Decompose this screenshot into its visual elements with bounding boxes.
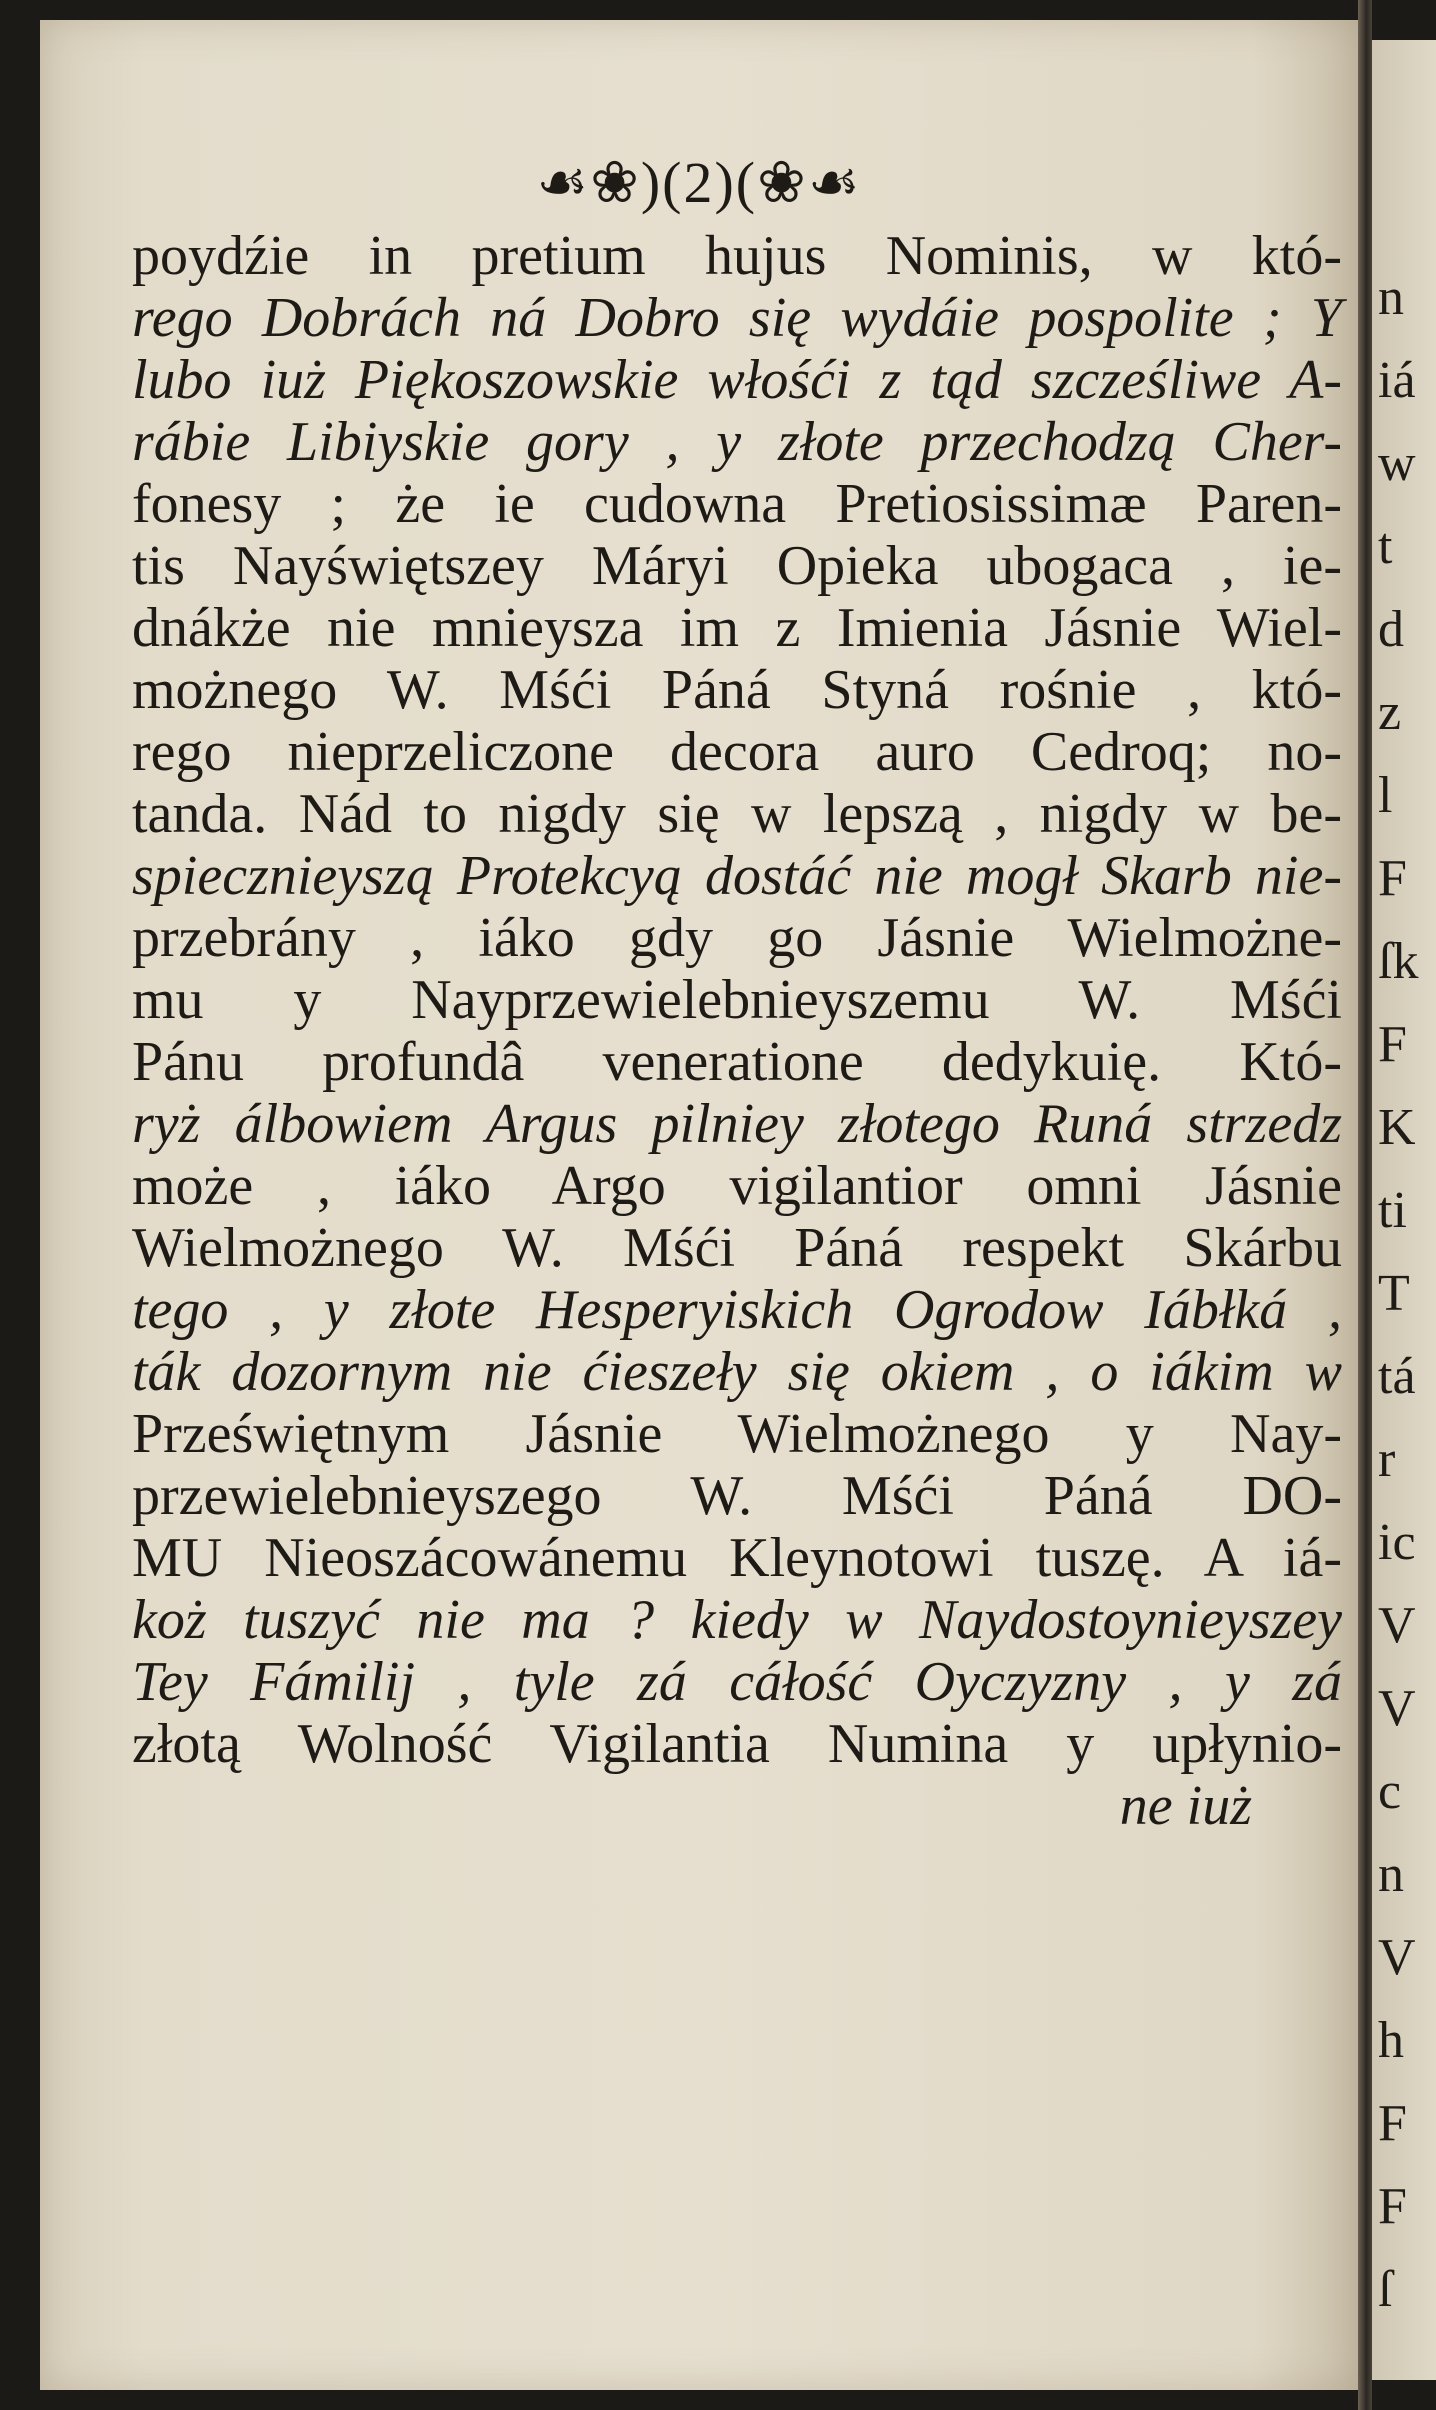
- text-line: rego Dobrách ná Dobro się wydáie pospolite ; Y: [132, 287, 1342, 349]
- adjacent-page-fragment: V: [1378, 1929, 1416, 1986]
- adjacent-page-fragment: t: [1378, 518, 1393, 575]
- adjacent-page-fragment: ic: [1378, 1514, 1416, 1571]
- adjacent-page-fragment: w: [1378, 435, 1416, 492]
- adjacent-page-fragment: V: [1378, 1597, 1416, 1654]
- text-line: Wielmożnego W. Mśći Páná respekt Skárbu: [132, 1217, 1342, 1279]
- text-line: dnákże nie mnieysza im z Imienia Jásnie Wiel-: [132, 597, 1342, 659]
- text-line: MU Nieoszácowánemu Kleynotowi tuszę. A iá-: [132, 1527, 1342, 1589]
- text-line: rábie Libiyskie gory , y złote przechodzą Cher-: [132, 411, 1342, 473]
- book-page: [40, 20, 1358, 2390]
- text-line: ryż álbowiem Argus pilniey złotego Runá strzedz: [132, 1093, 1342, 1155]
- adjacent-page-fragment: F: [1378, 850, 1407, 907]
- adjacent-page-fragment: l: [1378, 767, 1393, 824]
- text-line: tanda. Nád to nigdy się w lepszą , nigdy w be-: [132, 783, 1342, 845]
- body-text: [132, 225, 1342, 1837]
- adjacent-page-fragment: n: [1378, 1846, 1404, 1903]
- text-line: przewielebnieyszego W. Mśći Páná DO-: [132, 1465, 1342, 1527]
- text-line: Przeświętnym Jásnie Wielmożnego y Nay-: [132, 1403, 1342, 1465]
- text-line: Tey Fámilij , tyle zá cáłość Oyczyzny , y zá: [132, 1651, 1342, 1713]
- catchword: ne iuż: [1119, 1775, 1252, 1837]
- text-line: poydźie in pretium hujus Nominis, w któ-: [132, 225, 1342, 287]
- text-line: przebrány , iáko gdy go Jásnie Wielmożne-: [132, 907, 1342, 969]
- adjacent-page-fragment: F: [1378, 1016, 1407, 1073]
- text-line: Pánu profundâ veneratione dedykuię. Któ-: [132, 1031, 1342, 1093]
- text-line: koż tuszyć nie ma ? kiedy w Naydostoynieyszey: [132, 1589, 1342, 1651]
- adjacent-page-fragment: iá: [1378, 352, 1416, 409]
- adjacent-page-fragment: F: [1378, 2178, 1407, 2235]
- adjacent-page-fragment: T: [1378, 1265, 1410, 1322]
- text-line: tego , y złote Hesperyiskich Ogrodow Iábłká ,: [132, 1279, 1342, 1341]
- text-line: lubo iuż Piękoszowskie włośći z tąd szcześliwe A-: [132, 349, 1342, 411]
- adjacent-page-fragment: c: [1378, 1763, 1402, 1820]
- adjacent-page-fragment: n: [1378, 269, 1404, 326]
- adjacent-page-fragment: tá: [1378, 1348, 1416, 1405]
- text-line: złotą Wolność Vigilantia Numina y upłynio-: [132, 1713, 1342, 1775]
- text-line: może , iáko Argo vigilantior omni Jásnie: [132, 1155, 1342, 1217]
- adjacent-page-fragment: V: [1378, 1680, 1416, 1737]
- adjacent-page-fragment: ſ: [1378, 2261, 1393, 2318]
- adjacent-page-fragment: d: [1378, 601, 1404, 658]
- text-line: rego nieprzeliczone decora auro Cedroq; no-: [132, 721, 1342, 783]
- adjacent-page-edge: [1372, 40, 1436, 2380]
- text-line: fonesy ; że ie cudowna Pretiosissimæ Paren-: [132, 473, 1342, 535]
- text-line: mu y Nayprzewielebnieyszemu W. Mśći: [132, 969, 1342, 1031]
- text-line: spiecznieyszą Protekcyą dostáć nie mogł Skarb nie-: [132, 845, 1342, 907]
- adjacent-page-fragment: z: [1378, 684, 1402, 741]
- adjacent-page-fragment: r: [1378, 1431, 1396, 1488]
- adjacent-page-fragment: h: [1378, 2012, 1404, 2069]
- adjacent-page-fragment: ſk: [1378, 933, 1419, 990]
- book-gutter: [1358, 0, 1372, 2410]
- adjacent-page-fragment: ti: [1378, 1182, 1407, 1239]
- text-line: możnego W. Mśći Páná Styná rośnie , któ-: [132, 659, 1342, 721]
- text-line: tis Nayświętszey Máryi Opieka ubogaca , ie-: [132, 535, 1342, 597]
- adjacent-page-fragment: F: [1378, 2095, 1407, 2152]
- adjacent-page-fragment: K: [1378, 1099, 1416, 1156]
- page-header: ☙❀)(2)(❀☙: [536, 150, 862, 215]
- text-line: ták dozornym nie ćieszeły się okiem , o iákim w: [132, 1341, 1342, 1403]
